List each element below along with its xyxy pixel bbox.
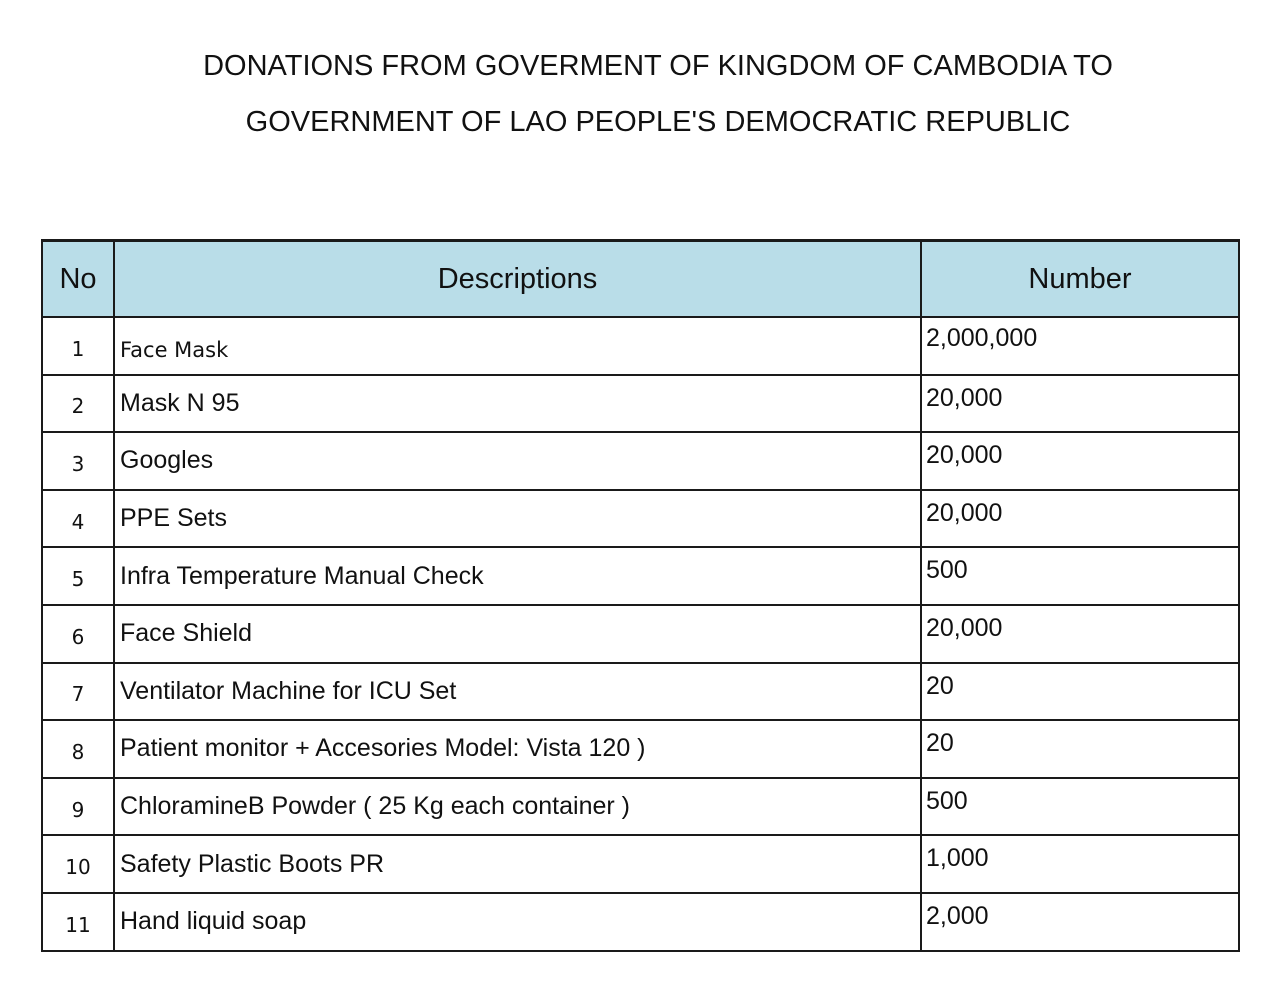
row-number-cell: 8 — [42, 720, 114, 778]
row-number-cell: 9 — [42, 778, 114, 836]
table-row — [42, 835, 1239, 893]
header-description: Descriptions — [114, 241, 921, 318]
table-row — [42, 605, 1239, 663]
quantity-cell: 20 — [921, 663, 1239, 721]
description-cell: Safety Plastic Boots PR — [114, 835, 921, 893]
quantity-cell: 2,000,000 — [921, 317, 1239, 375]
quantity-cell: 20,000 — [921, 432, 1239, 490]
table-row — [42, 720, 1239, 778]
donations-table — [41, 239, 1240, 952]
quantity-cell: 500 — [921, 778, 1239, 836]
table-row — [42, 663, 1239, 721]
quantity-cell: 20 — [921, 720, 1239, 778]
title-line-2: GOVERNMENT OF LAO PEOPLE'S DEMOCRATIC REPUBLIC — [245, 106, 1071, 138]
description-cell: Googles — [114, 432, 921, 490]
table-row — [42, 317, 1239, 375]
table-row — [42, 778, 1239, 836]
quantity-cell: 500 — [921, 547, 1239, 605]
row-number-cell: 3 — [42, 432, 114, 490]
row-number-cell: 5 — [42, 547, 114, 605]
row-number-cell: 4 — [42, 490, 114, 548]
description-cell: Patient monitor + Accesories Model: Vista 120 ) — [114, 720, 921, 778]
row-number-cell: 1 — [42, 317, 114, 375]
quantity-cell: 2,000 — [921, 893, 1239, 951]
row-number-cell: 11 — [42, 893, 114, 951]
quantity-cell: 20,000 — [921, 605, 1239, 663]
table-header-row — [42, 241, 1239, 318]
table-row — [42, 547, 1239, 605]
description-cell: ChloramineB Powder ( 25 Kg each container ) — [114, 778, 921, 836]
row-number-cell: 6 — [42, 605, 114, 663]
quantity-cell: 20,000 — [921, 375, 1239, 433]
description-cell: Face Shield — [114, 605, 921, 663]
row-number-cell: 10 — [42, 835, 114, 893]
quantity-cell: 20,000 — [921, 490, 1239, 548]
description-cell: PPE Sets — [114, 490, 921, 548]
row-number-cell: 7 — [42, 663, 114, 721]
quantity-cell: 1,000 — [921, 835, 1239, 893]
table-row — [42, 375, 1239, 433]
description-cell: Hand liquid soap — [114, 893, 921, 951]
description-cell: Ventilator Machine for ICU Set — [114, 663, 921, 721]
description-cell: Mask N 95 — [114, 375, 921, 433]
row-number-cell: 2 — [42, 375, 114, 433]
title-line-1: DONATIONS FROM GOVERMENT OF KINGDOM OF CAMBODIA TO — [203, 50, 1113, 82]
header-number: Number — [921, 241, 1239, 318]
table-row — [42, 893, 1239, 951]
table-row — [42, 490, 1239, 548]
header-no: No — [42, 241, 114, 318]
description-cell: Infra Temperature Manual Check — [114, 547, 921, 605]
table-row — [42, 432, 1239, 490]
description-cell: Face Mask — [114, 317, 921, 375]
